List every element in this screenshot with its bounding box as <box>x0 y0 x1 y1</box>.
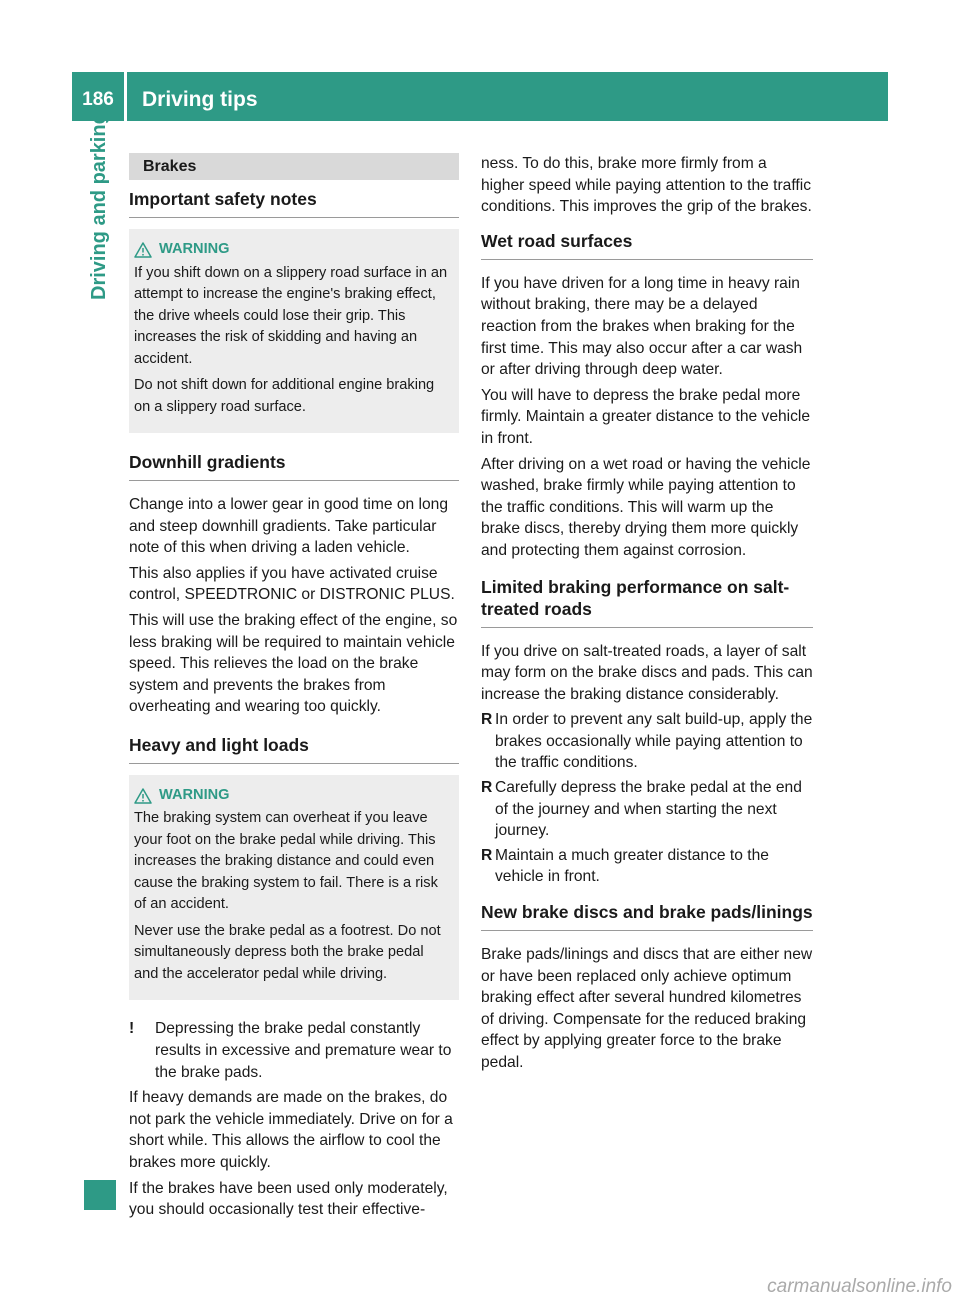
heading-downhill: Downhill gradients <box>129 451 459 481</box>
list-item <box>481 777 813 842</box>
warning-triangle-icon <box>134 788 152 804</box>
paragraph: This also applies if you have activated cruise control, SPEEDTRONIC or DISTRONIC PLUS. <box>129 564 455 604</box>
warning-triangle-icon <box>134 242 152 258</box>
note-text: Depressing the brake pedal constantly results in excessive and premature wear to the brake pads. <box>155 1020 452 1081</box>
paragraph: This will use the braking effect of the engine, so less braking will be required to maintain vehicle speed. This relieves the load on the brake system and prevents the brakes from overheating and wearing too quickly. <box>129 611 458 716</box>
warning-text: The braking system can overheat if you leave your foot on the brake pedal while driving. This increases the braking distance and could even cause the braking system to fail. There is a risk of an accident. <box>134 810 438 913</box>
paragraph: If you have driven for a long time in heavy rain without braking, there may be a delayed reaction from the brakes when braking for the first time. This may also occur after a car wash or after driving through deep water. <box>481 274 803 379</box>
warning-header <box>134 239 451 261</box>
side-tab-marker <box>84 1180 116 1210</box>
list-item-text: Maintain a much greater distance to the vehicle in front. <box>495 846 769 886</box>
chapter-title: Driving tips <box>142 88 258 111</box>
left-column <box>129 153 459 1225</box>
list-item-text: Carefully depress the brake pedal at the end of the journey and when starting the next journey. <box>495 779 802 840</box>
paragraph: You will have to depress the brake pedal more firmly. Maintain a greater distance to the vehicle in front. <box>481 386 811 447</box>
warning-text: If you shift down on a slippery road surface in an attempt to increase the engine's braking effect, the drive wheels could lose their grip. This increases the risk of skidding and having an accident. <box>134 264 448 367</box>
paragraph: After driving on a wet road or having the vehicle washed, brake firmly while paying attention to the traffic conditions. This will warm up the brake discs, thereby drying them more quickly and protecting them against corrosion. <box>481 455 811 559</box>
bullet-icon: R <box>481 711 493 729</box>
side-tab-label: Driving and parking <box>88 112 110 300</box>
exclamation-icon: ! <box>129 1020 135 1038</box>
heading-wet-roads: Wet road surfaces <box>481 230 813 260</box>
paragraph: ness. To do this, brake more firmly from a higher speed while paying attention to the traffic conditions. This improves the grip of the brakes. <box>481 155 812 216</box>
paragraph: Brake pads/linings and discs that are either new or have been replaced only achieve optimum braking effect after several hundred kilometres of driving. Compensate for the reduced braking effect by applying greater force to the brake pedal. <box>481 946 813 1071</box>
heading-new-brakes: New brake discs and brake pads/linings <box>481 901 813 931</box>
paragraph: If the brakes have been used only moderately, you should occasionally test their effective- <box>129 1179 448 1219</box>
warning-label: WARNING <box>159 786 230 803</box>
warning-text: Never use the brake pedal as a footrest. Do not simultaneously depress both the brake pedal and the accelerator pedal while driving. <box>134 922 441 982</box>
warning-box-overheat <box>129 775 459 1001</box>
heading-safety-notes: Important safety notes <box>129 188 459 218</box>
warning-header <box>134 785 451 807</box>
right-column <box>481 153 813 1078</box>
bullet-icon: R <box>481 846 493 864</box>
warning-text: Do not shift down for additional engine braking on a slippery road surface. <box>134 377 435 415</box>
paragraph: If you drive on salt-treated roads, a layer of salt may form on the brake discs and pads. This can increase the braking distance considerably. <box>481 642 813 703</box>
side-tab <box>84 112 116 300</box>
list-item <box>481 845 813 888</box>
warning-label: WARNING <box>159 241 230 257</box>
watermark: carmanualsonline.info <box>767 1276 952 1297</box>
paragraph: If heavy demands are made on the brakes, do not park the vehicle immediately. Drive on for a short while. This allows the airflow to cool the brakes more quickly. <box>129 1089 453 1171</box>
list-item <box>481 709 813 774</box>
material-damage-note <box>129 1018 459 1083</box>
section-box-brakes: Brakes <box>129 153 459 180</box>
bullet-icon: R <box>481 779 493 797</box>
page-number: 186 <box>82 89 114 110</box>
header-divider <box>124 72 127 121</box>
heading-salt-roads: Limited braking performance on salt-treated roads <box>481 576 813 628</box>
warning-box-downshift <box>129 229 459 433</box>
heading-loads: Heavy and light loads <box>129 734 459 764</box>
paragraph: Change into a lower gear in good time on long and steep downhill gradients. Take particular note of this when driving a laden vehicle. <box>129 496 449 557</box>
list-item-text: In order to prevent any salt build-up, apply the brakes occasionally while paying attention to the traffic conditions. <box>495 711 813 772</box>
